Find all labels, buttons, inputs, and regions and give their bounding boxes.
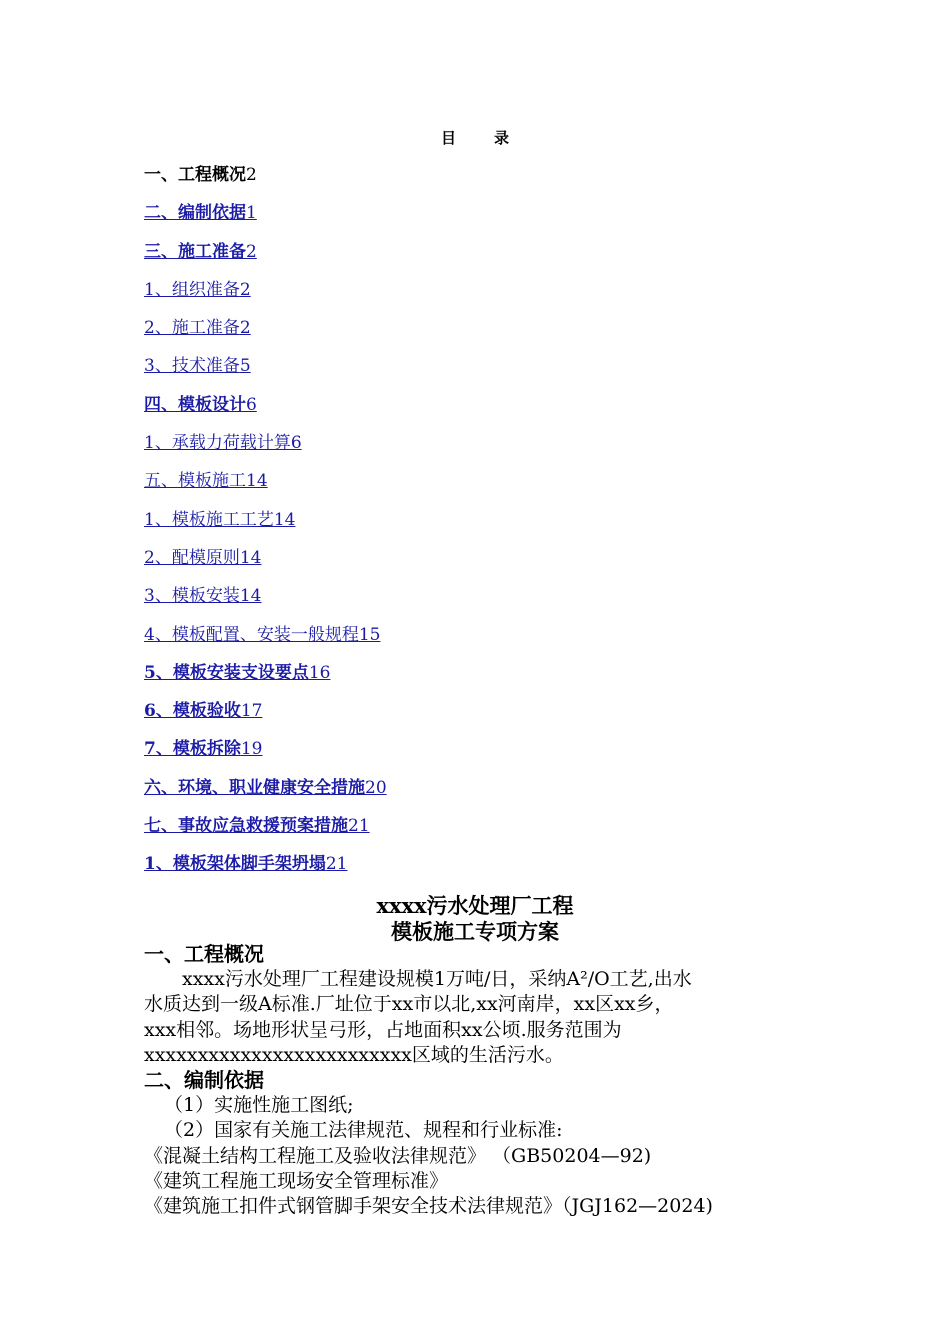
toc-item-label: 1、组织准备 [144,279,240,300]
toc-item[interactable] [144,201,844,239]
toc-item-label: 一、工程概况 [144,165,246,185]
basis-item: （1）实施性施工图纸; [164,1094,354,1117]
toc-link[interactable] [144,586,261,606]
toc-link[interactable] [144,356,251,376]
toc-item[interactable] [144,278,844,316]
toc-item-page: 21 [325,854,348,875]
toc-link[interactable] [144,510,295,530]
toc-link[interactable] [144,625,380,645]
toc-link[interactable] [144,663,330,683]
toc-item-label: 6、模板验收 [144,701,241,722]
toc-item[interactable] [144,469,844,507]
toc-item-label: 五、模板施工 [144,471,246,492]
toc-item-label: 1、模板施工工艺 [144,509,274,530]
toc-item-page: 5 [239,356,251,377]
standard-item: 《建筑施工扣件式钢管脚手架安全技术法律规范》（JGJ162—2024) [144,1195,713,1218]
toc-link[interactable] [144,242,257,262]
toc-item-page: 16 [308,662,331,683]
toc-item[interactable] [144,699,844,737]
standard-item: 《混凝土结构工程施工及验收法律规范》 （GB50204—92) [144,1144,652,1167]
toc-item-label: 四、模板设计 [144,394,246,415]
toc-item-page: 1 [246,203,257,224]
section-heading: 一、工程概况 [144,942,264,966]
toc-item[interactable] [144,431,844,469]
paragraph-line: xxxxxxxxxxxxxxxxxxxxxxxxx区域的生活污水。 [144,1043,564,1066]
toc-item-page: 6 [290,433,302,454]
toc-link[interactable] [144,165,257,185]
toc-item-page: 14 [239,586,262,607]
toc-item-page: 21 [348,816,370,837]
toc-link[interactable] [144,816,370,836]
toc-item[interactable] [144,814,844,852]
document-title-line-1: xxxx污水处理厂工程 [376,893,574,918]
toc-item-label: 二、编制依据 [144,203,246,224]
paragraph-line: 水质达到一级A标准.厂址位于xx市以北,xx河南岸，xx区xx乡， [144,993,674,1016]
toc-link[interactable] [144,203,257,223]
toc-item[interactable] [144,852,844,890]
toc-item-label: 1、承载力荷载计算 [144,433,291,454]
toc-item-page: 6 [246,394,257,415]
toc-item-label: 3、模板安装 [144,586,240,607]
toc-link[interactable] [144,395,257,415]
table-of-contents [144,163,844,891]
toc-link[interactable] [144,280,251,300]
toc-title [0,127,950,148]
toc-item-page: 14 [239,547,262,568]
toc-item[interactable] [144,546,844,584]
paragraph-line: xxxx污水处理厂工程建设规模1万吨/日，采纳A²/O工艺,出水 [182,968,692,991]
toc-link[interactable] [144,471,268,491]
toc-item-page: 19 [240,739,263,760]
paragraph-line: xxx相邻。场地形状呈弓形，占地面积xx公顷.服务范围为 [144,1018,622,1041]
toc-item[interactable] [144,393,844,431]
toc-item-label: 7、模板拆除 [144,739,241,760]
toc-item-page: 2 [246,165,257,185]
toc-link[interactable] [144,318,251,338]
toc-item-label: 七、事故应急救援预案措施 [144,816,348,837]
toc-item[interactable] [144,584,844,622]
toc-link[interactable] [144,778,387,798]
toc-item-label: 3、技术准备 [144,356,240,377]
toc-item-page: 2 [246,241,257,262]
toc-item-page: 2 [239,318,251,339]
toc-item-label: 三、施工准备 [144,241,246,262]
document-title-line-2: 模板施工专项方案 [391,919,559,944]
toc-link[interactable] [144,433,302,453]
document-body [144,942,814,1219]
toc-item-label: 2、施工准备 [144,318,240,339]
toc-item-page: 17 [240,701,263,722]
toc-item[interactable] [144,163,844,201]
toc-item[interactable] [144,240,844,278]
toc-item-label: 2、配模原则 [144,547,240,568]
toc-item[interactable] [144,661,844,699]
toc-item[interactable] [144,623,844,661]
toc-item[interactable] [144,508,844,546]
toc-item-label: 1、模板架体脚手架坍塌 [144,854,326,875]
toc-item-label: 4、模板配置、安装一般规程 [144,624,359,645]
toc-title-char-2: 录 [494,129,510,147]
toc-link[interactable] [144,739,262,759]
standard-item: 《建筑工程施工现场安全管理标准》 [144,1169,449,1192]
toc-item-label: 六、环境、职业健康安全措施 [144,777,365,798]
toc-item-page: 15 [358,624,381,645]
section-heading: 二、编制依据 [144,1068,264,1093]
toc-item[interactable] [144,776,844,814]
toc-item[interactable] [144,316,844,354]
toc-link[interactable] [144,854,347,874]
toc-item[interactable] [144,354,844,392]
toc-item-page: 2 [239,279,251,300]
toc-item-page: 14 [246,471,268,492]
toc-item[interactable] [144,737,844,775]
toc-item-page: 14 [273,509,296,530]
toc-link[interactable] [144,701,262,721]
toc-title-char-1: 目 [440,129,456,147]
toc-item-page: 20 [365,777,387,798]
basis-item: （2）国家有关施工法律规范、规程和行业标准: [164,1119,563,1142]
toc-item-label: 5、模板安装支设要点 [144,662,309,683]
toc-link[interactable] [144,548,261,568]
